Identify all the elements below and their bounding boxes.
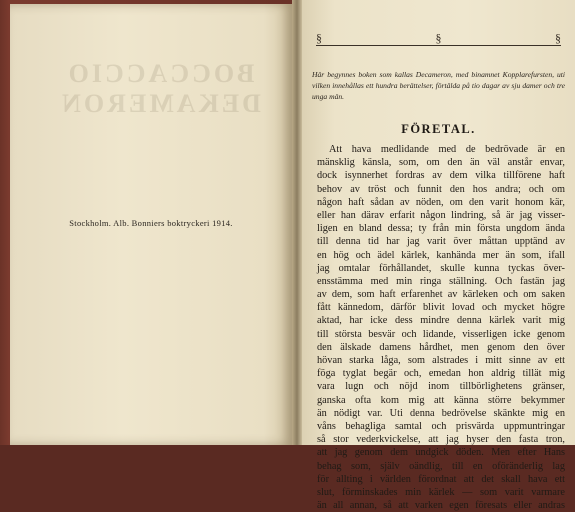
body-line: våns behagliga samtal och prisvärda uppmuntringar <box>317 420 565 432</box>
body-line: dock isynnerhet fordras av dem vilka tillförene haft <box>317 170 565 182</box>
body-line: hövan starka låga, som alstrades i mitt sinne av ett <box>317 355 565 366</box>
body-line: eller han därav erfarit någon lindring, så är jag visser- <box>317 209 565 221</box>
printer-imprint: Stockholm. Alb. Bonniers boktryckeri 1914. <box>69 218 233 228</box>
body-line: vara lugn och nöjd inom tillbörlighetens gränser, <box>317 381 565 393</box>
body-line: en hög och ädel kärlek, kanhända mer än som, ifall <box>317 249 565 261</box>
right-page <box>302 0 575 512</box>
body-line: föga tyglat begär och, emedan hon aldrig tillät mig <box>317 368 565 380</box>
left-page <box>10 4 292 445</box>
book-gutter <box>292 0 302 445</box>
foreword-body <box>317 143 565 512</box>
bleed-through-title <box>50 59 270 119</box>
body-line: Att hava medlidande med de bedrövade är en <box>329 144 565 155</box>
ornament-right: § <box>555 31 561 45</box>
ornament-center: § <box>435 31 442 45</box>
intro-paragraph: Här begynnes boken som kallas Decameron, med binamnet Kopplarefursten, uti vilken innehållas ett hundra berättelser, förtälda på tio dagar av sju damer och tre unga män. <box>312 70 565 101</box>
chapter-heading: FÖRETAL. <box>401 122 476 136</box>
body-line: än all annan, så att varken egen föresats eller andras <box>317 500 565 512</box>
body-line: fått kännedom, därför blivit lovad och mycket högre <box>317 302 565 314</box>
body-line: till denna tid har jag varit över måttan upptänd av <box>317 236 565 248</box>
body-line: av dem, som haft erfarenhet av kärleken och om saken <box>317 289 565 301</box>
body-line: jag omtalar förhållandet, skulle kunna tyckas över- <box>317 262 565 274</box>
header-rule <box>316 45 561 46</box>
body-line: ligen en bland dessa; ty från min första ungdom ända <box>317 223 565 235</box>
body-line: den älskade damens hårdhet, men genom den över <box>317 341 565 353</box>
body-line: till största besvär och lidande, visserligen icke genom <box>317 328 565 340</box>
body-line: någon haft sådan av nöden, om den varit honom kär, <box>317 196 565 208</box>
ornament-left: § <box>316 31 322 45</box>
body-line: att jag genom dem undgick döden. Men efter Hans <box>317 447 565 459</box>
bleed-through-line-2: DEKAMERON <box>59 89 261 118</box>
body-line: behov av tröst och funnit den hos andra; och om <box>317 183 565 195</box>
body-line: mänsklig känsla, som, om den än väl anstår envar, <box>317 157 565 169</box>
body-line: för allting i världen förordnat att det skall hava ett <box>317 473 565 485</box>
header-ornaments <box>316 31 561 46</box>
body-line: ganska ofta kom mig att känna större bekymmer <box>317 394 565 406</box>
body-line: aktad, har icke dess mindre denna kärlek varit mig <box>317 315 565 327</box>
body-line: slut, förminskades min kärlek — som varit varmare <box>317 486 565 498</box>
bleed-through-line-1: BOCCACCIO <box>65 59 255 88</box>
body-line: ensstämma med min ringa ställning. Och fastän jag <box>317 275 565 287</box>
body-line: så stor vederkvickelse, att jag hyser den fasta tron, <box>317 434 565 446</box>
body-line: än nödigt var. Uti denna bedrövelse skänkte mig en <box>317 407 565 419</box>
body-line: behag som, själv oändlig, till en oföränderlig lag <box>317 460 565 472</box>
